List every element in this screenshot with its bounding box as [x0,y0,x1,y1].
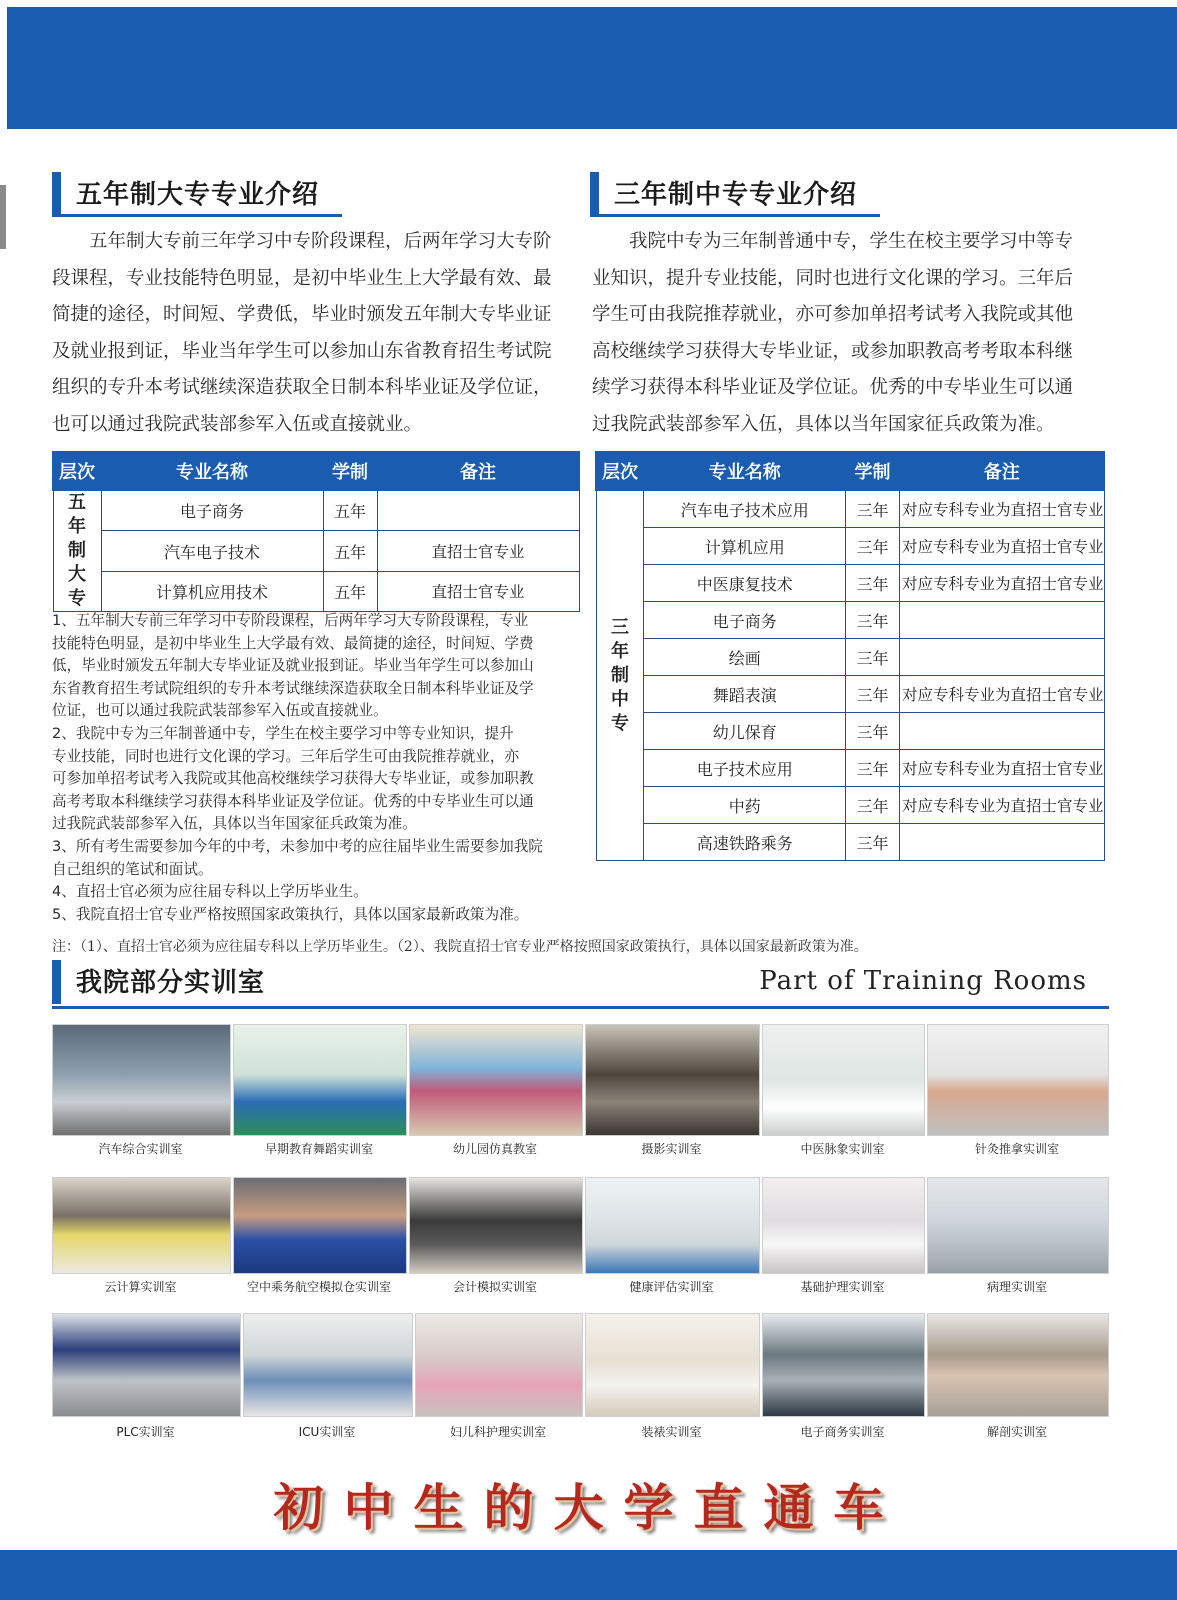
room-photo [52,1024,231,1136]
heading-underline [590,214,880,217]
room-caption: 装裱实训室 [641,1425,702,1439]
header-note: 备注 [899,452,1104,490]
room-caption: PLC实训室 [116,1425,175,1439]
room-caption: 摄影实训室 [641,1142,702,1156]
note: 对应专科专业为直招士官专业 [899,528,1104,565]
note: 对应专科专业为直招士官专业 [899,490,1104,528]
para-line: 续学习获得本科毕业证及学位证。优秀的中专毕业生可以通 [592,377,1074,398]
para-line: 高校继续学习获得大专毕业证，或参加职教高考考取本科继 [592,340,1074,362]
level-cell: 五 年 制 大 专 [53,490,101,612]
note-line: 高考考取本科继续学习获得本科毕业证及学位证。优秀的中专毕业生可以通 [52,792,534,810]
room-caption: 电子商务实训室 [800,1425,885,1439]
note-line: 过我院武装部参军入伍，具体以当年国家征兵政策为准。 [52,815,417,833]
heading-bar [52,172,61,216]
major-name: 电子技术应用 [644,750,846,787]
room-photo [233,1177,407,1274]
term: 三年 [846,824,900,861]
table-row [53,490,579,531]
major-name: 中药 [644,787,846,824]
table-header-row [596,452,1104,490]
room-photo [762,1177,925,1274]
table-header-row [53,452,579,490]
room-photo [52,1313,241,1417]
room-photo [585,1313,760,1417]
term: 三年 [846,713,900,750]
major-name: 电子商务 [101,490,323,531]
level-cell: 三 年 制 中 专 [596,490,644,861]
note [899,713,1104,750]
three-year-title: 三年制中专专业介绍 [614,180,858,210]
table-row [596,528,1104,565]
note-line: 低，毕业时颁发五年制大专毕业证及就业报到证。毕业当年学生可以参加山 [52,657,534,675]
room-photo [762,1313,925,1417]
major-name: 计算机应用技术 [101,571,323,611]
five-year-paragraph [52,224,572,443]
major-name: 舞蹈表演 [644,676,846,713]
major-name: 绘画 [644,639,846,676]
five-year-heading [52,172,342,214]
room-photo [52,1177,231,1274]
room-photo [585,1177,760,1274]
room-photo [927,1177,1109,1274]
room-caption: 解剖实训室 [986,1425,1047,1439]
table-row [596,787,1104,824]
five-year-title: 五年制大专专业介绍 [76,180,320,210]
note: 对应专科专业为直招士官专业 [899,676,1104,713]
top-banner [7,7,1177,129]
para-line: 过我院武装部参军入伍，具体以当年国家征兵政策为准。 [592,413,1055,435]
note: 直招士官专业 [377,531,579,571]
room-caption: 妇儿科护理实训室 [449,1425,546,1439]
note: 对应专科专业为直招士官专业 [899,750,1104,787]
term: 三年 [846,676,900,713]
room-caption: 健康评估实训室 [629,1280,714,1294]
note [377,490,579,531]
header-level: 层次 [53,452,101,490]
note: 直招士官专业 [377,571,579,611]
note-line: 自己组织的笔试和面试。 [52,860,213,878]
room-caption: 幼儿园仿真教室 [452,1142,537,1156]
note: 对应专科专业为直招士官专业 [899,787,1104,824]
note-line: 技能特色明显，是初中毕业生上大学最有效、最简捷的途径，时间短、学费 [52,634,534,652]
major-name: 中医康复技术 [644,565,846,602]
term: 三年 [846,639,900,676]
major-name: 高速铁路乘务 [644,824,846,861]
room-photo [927,1024,1109,1136]
header-note: 备注 [377,452,579,490]
three-year-paragraph [592,224,1112,443]
table-row [53,531,579,571]
note [899,602,1104,639]
header-term: 学制 [846,452,900,490]
note-line: 4、直招士官必须为应往届专科以上学历毕业生。 [52,883,368,901]
table-row [596,676,1104,713]
table-row [596,750,1104,787]
room-caption: 基础护理实训室 [800,1280,885,1294]
major-name: 幼儿保育 [644,713,846,750]
room-photo [762,1024,925,1136]
room-caption: 云计算实训室 [104,1280,177,1294]
note-line: 3、所有考生需要参加今年的中考，未参加中考的应往届毕业生需要参加我院 [52,837,543,855]
note-line: 专业技能，同时也进行文化课的学习。三年后学生可由我院推荐就业，亦 [52,747,520,765]
room-caption: ICU实训室 [298,1425,356,1439]
slogan: 初中生的大学直通车 [273,1479,904,1537]
term: 五年 [323,490,377,531]
term: 三年 [846,565,900,602]
note-line: 东省教育招生考试院组织的专升本考试继续深造获取全日制本科毕业证及学 [52,679,534,697]
term: 五年 [323,531,377,571]
table-row [596,602,1104,639]
room-caption: 中医脉象实训室 [800,1142,885,1156]
header-term: 学制 [323,452,377,490]
table-row [53,571,579,611]
para-line: 组织的专升本考试继续深造获取全日制本科毕业证及学位证， [52,377,552,398]
para-line: 五年制大专前三年学习中专阶段课程，后两年学习大专阶 [52,231,552,252]
room-caption: 病理实训室 [986,1280,1047,1294]
table-row [596,824,1104,861]
five-year-table [52,451,580,612]
para-line: 我院中专为三年制普通中专，学生在校主要学习中等专 [592,231,1074,252]
bottom-banner [0,1550,1177,1600]
room-photo [415,1313,583,1417]
major-name: 电子商务 [644,602,846,639]
left-edge-mark [0,185,6,249]
room-photo [409,1177,583,1274]
room-caption: 汽车综合实训室 [98,1142,183,1156]
room-caption: 针灸推拿实训室 [974,1142,1059,1156]
room-caption: 空中乘务航空模拟仓实训室 [246,1280,391,1294]
note-line: 位证，也可以通过我院武装部参军入伍或直接就业。 [52,702,388,720]
term: 五年 [323,571,377,611]
note-line: 5、我院直招士官专业严格按照国家政策执行，具体以国家最新政策为准。 [52,905,529,923]
room-caption: 会计模拟实训室 [452,1280,537,1294]
rooms-title: 我院部分实训室 [76,968,266,998]
para-line: 简捷的途径，时间短、学费低，毕业时颁发五年制大专毕业证 [52,304,552,325]
term: 三年 [846,490,900,528]
table-row [596,713,1104,750]
para-line: 段课程，专业技能特色明显，是初中毕业生上大学最有效、最 [52,267,552,289]
note-line: 1、五年制大专前三年学习中专阶段课程，后两年学习大专阶段课程，专业 [52,612,529,629]
term: 三年 [846,602,900,639]
room-photo [927,1313,1109,1417]
heading-underline [52,214,342,217]
table-row [596,639,1104,676]
table-row [596,565,1104,602]
heading-bar [590,172,599,216]
room-photo [243,1313,413,1417]
para-line: 也可以通过我院武装部参军入伍或直接就业。 [52,413,423,435]
note [899,639,1104,676]
term: 三年 [846,528,900,565]
para-line: 学生可由我院推荐就业，亦可参加单招考试考入我院或其他 [592,304,1074,325]
room-photo [233,1024,407,1136]
term: 三年 [846,750,900,787]
table-row [596,490,1104,528]
note [899,824,1104,861]
para-line: 及就业报到证，毕业当年学生可以参加山东省教育招生考试院 [52,340,552,362]
para-line: 业知识，提升专业技能，同时也进行文化课的学习。三年后 [592,267,1074,289]
rooms-heading [52,960,352,1002]
room-photo [585,1024,760,1136]
room-caption: 早期教育舞蹈实训室 [264,1142,373,1156]
header-name: 专业名称 [101,452,323,490]
term: 三年 [846,787,900,824]
notes-block [52,610,592,926]
three-year-heading [590,172,880,214]
heading-bar [52,960,61,1004]
rooms-english-title: Part of Training Rooms [759,966,1087,996]
note-line: 可参加单招考试考入我院或其他高校继续学习获得大专毕业证，或参加职教 [52,770,534,788]
note: 对应专科专业为直招士官专业 [899,565,1104,602]
header-level: 层次 [596,452,644,490]
three-year-table [595,451,1105,861]
rooms-underline [52,1006,1109,1009]
major-name: 计算机应用 [644,528,846,565]
room-photo [409,1024,583,1136]
footnote: 注：（1）、直招士官必须为应往届专科以上学历毕业生。（2）、我院直招士官专业严格按照国家政策执行，具体以国家最新政策为准。 [52,939,868,955]
major-name: 汽车电子技术 [101,531,323,571]
note-line: 2、我院中专为三年制普通中专，学生在校主要学习中等专业知识，提升 [52,724,514,742]
header-name: 专业名称 [644,452,846,490]
major-name: 汽车电子技术应用 [644,490,846,528]
